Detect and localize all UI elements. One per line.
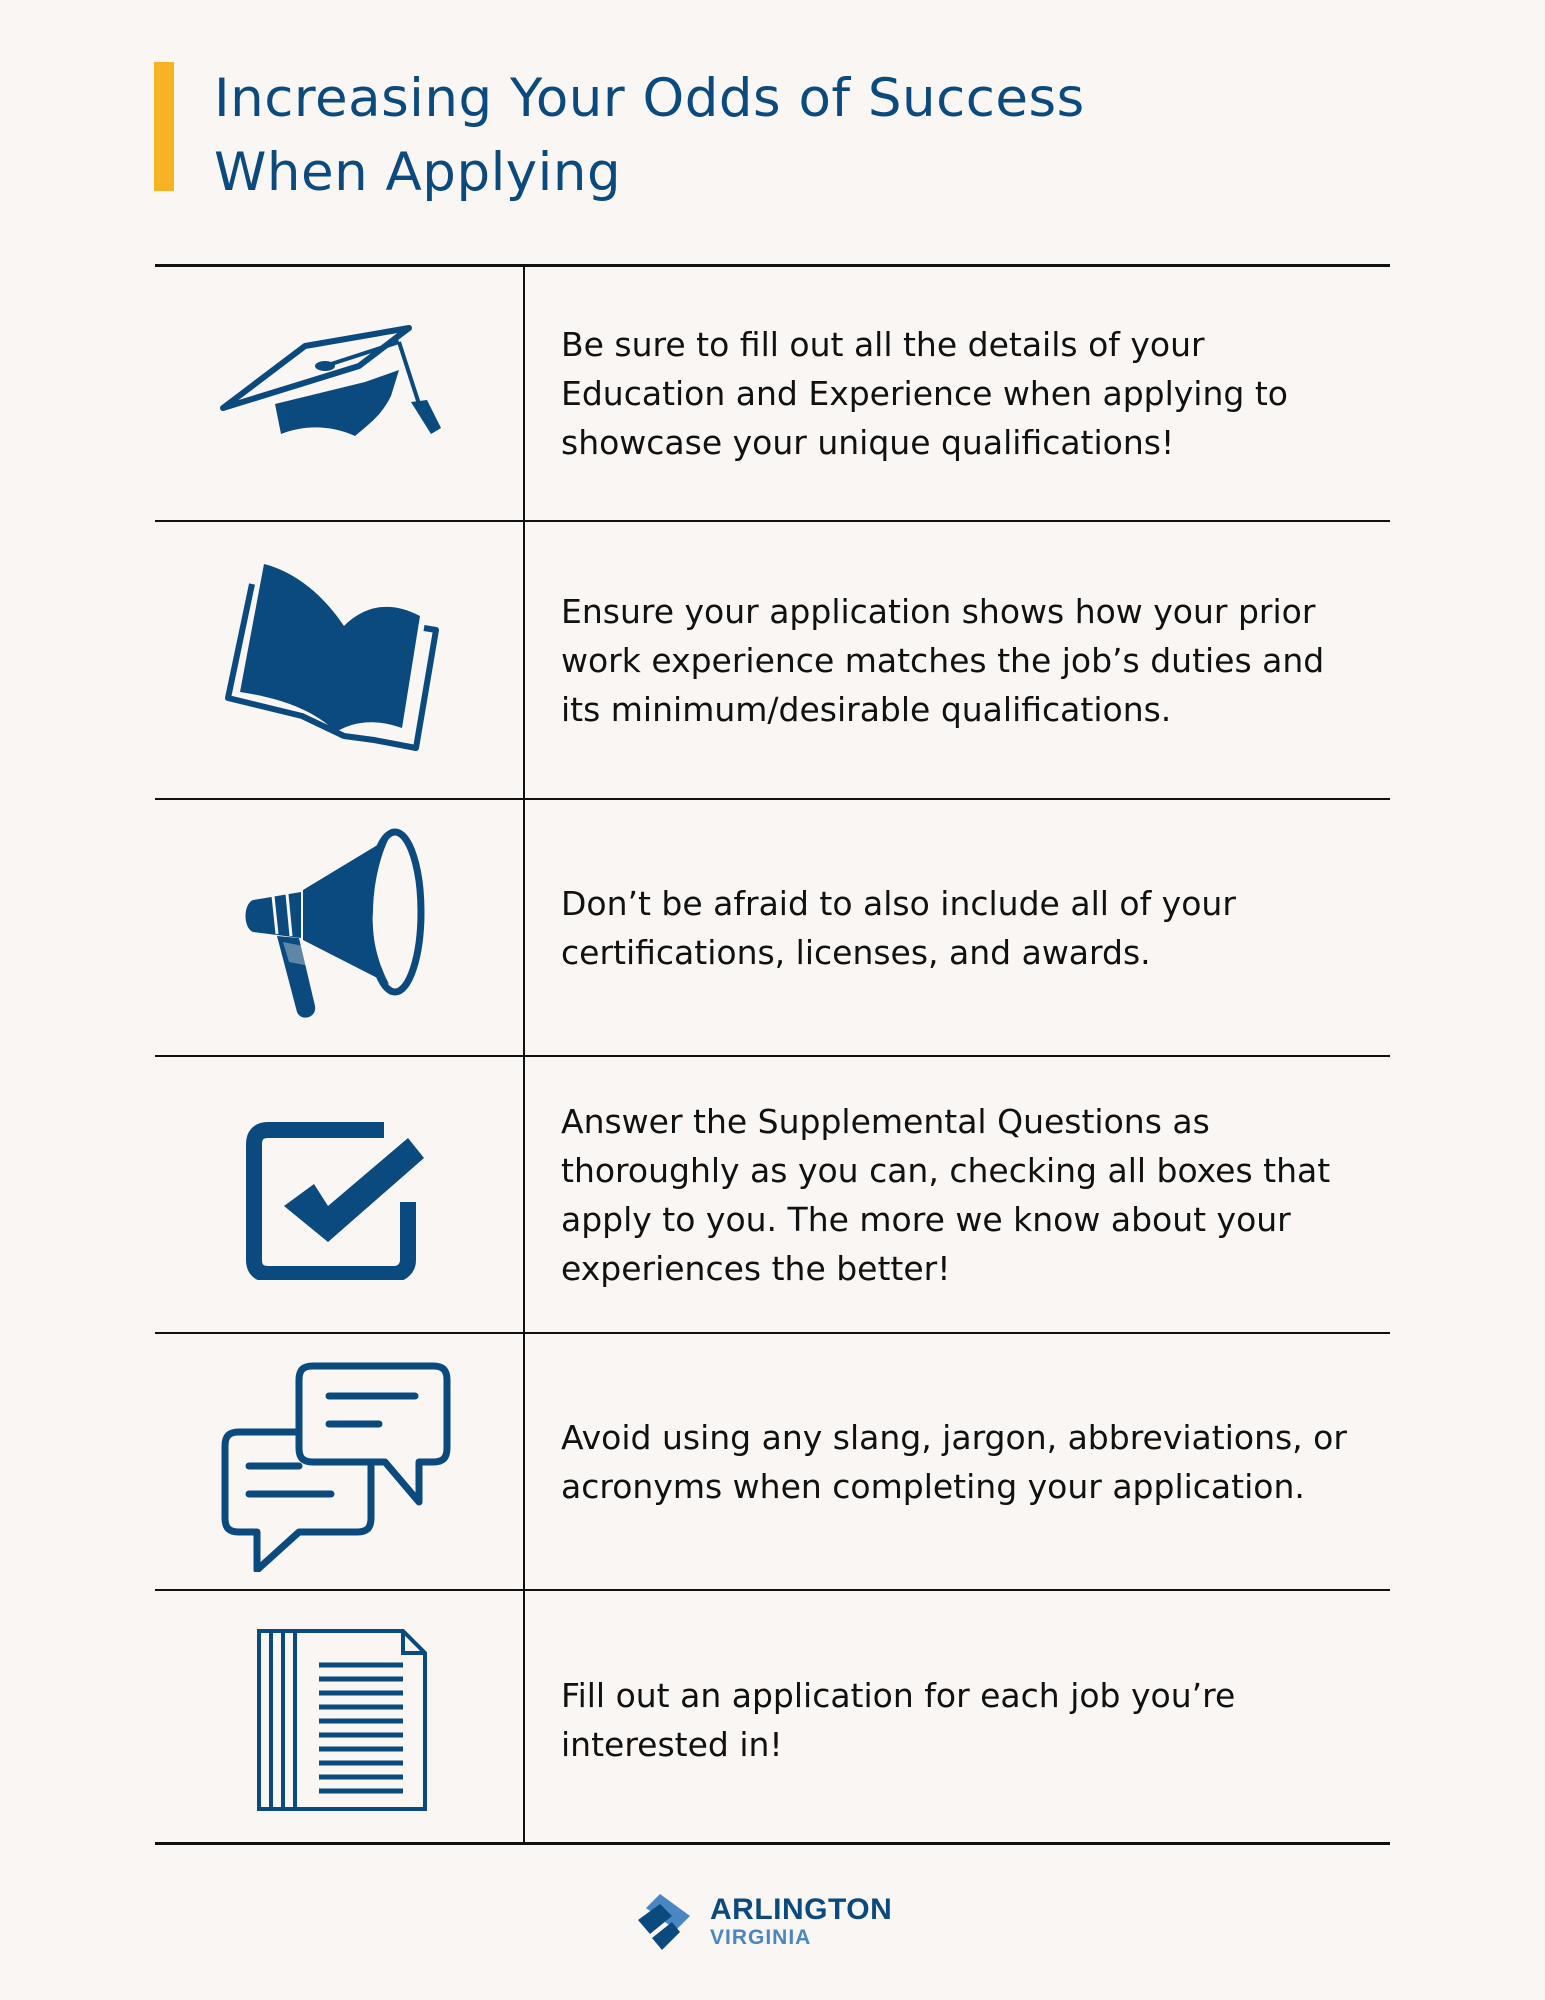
tip-row-language [155,1334,1390,1591]
tip-text-3: Don’t be afraid to also include all of your certifications, licenses, and awards. [561,883,1236,972]
tip-row-certifications [155,800,1390,1057]
tips-table [155,264,1390,1845]
tip-row-education [155,267,1390,522]
page-title [214,62,1364,210]
logo-name: ARLINGTON [710,1893,893,1926]
tip-row-experience [155,522,1390,800]
tip-row-apply-each [155,1591,1390,1848]
graduation-cap-icon [155,267,523,520]
page-title-line-1: Increasing Your Odds of Success [214,68,1085,129]
megaphone-icon [155,800,523,1055]
tip-text-4: Answer the Supplemental Questions as thoroughly as you can, checking all boxes that apply to you. The more we know about your experiences the better! [561,1101,1331,1288]
checkbox-icon [155,1057,523,1332]
arlington-logo[interactable] [632,1887,892,1957]
document-icon [155,1591,523,1848]
logo-subtitle: VIRGINIA [710,1926,812,1949]
arlington-logo-mark-icon [632,1890,696,1954]
tip-text-2: Ensure your application shows how your prior work experience matches the job’s duties and its minimum/desirable qualifications. [561,591,1325,729]
page-title-line-2: When Applying [214,142,622,203]
tip-text-5: Avoid using any slang, jargon, abbreviations, or acronyms when completing your application. [561,1417,1347,1506]
tip-row-supplemental [155,1057,1390,1334]
title-accent-bar [154,62,174,191]
open-book-icon [155,522,523,798]
tip-text-6: Fill out an application for each job you’re interested in! [561,1675,1236,1764]
chat-bubbles-icon [155,1334,523,1589]
tip-text-1: Be sure to fill out all the details of your Education and Experience when applying to showcase your unique qualifications! [561,325,1288,462]
